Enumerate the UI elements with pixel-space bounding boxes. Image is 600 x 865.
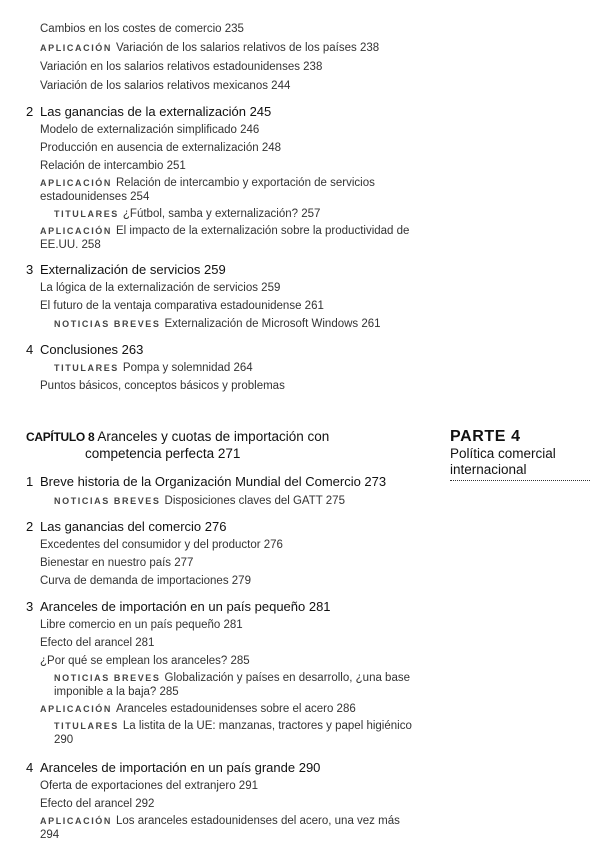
- toc-entry: NOTICIAS BREVES Disposiciones claves del GATT 275: [54, 495, 345, 507]
- toc-entry: ¿Por qué se emplean los aranceles? 285: [40, 655, 250, 667]
- toc-entry: Variación de los salarios relativos mexicanos 244: [40, 80, 291, 92]
- chapter-heading: [26, 428, 329, 446]
- section-heading: 3 Aranceles de importación en un país pequeño 281: [26, 599, 331, 614]
- section-heading: 1 Breve historia de la Organización Mundial del Comercio 273: [26, 474, 387, 489]
- section-heading: 4 Aranceles de importación en un país grande 290: [26, 760, 321, 775]
- chapter-title-line2: competencia perfecta 271: [85, 446, 241, 461]
- toc-entry: La lógica de la externalización de servicios 259: [40, 282, 281, 294]
- toc-entry: APLICACIÓN El impacto de la externalización sobre la productividad de EE.UU. 258: [40, 225, 410, 251]
- part-title-line1: Política comercial: [450, 446, 556, 461]
- part-label-block: [450, 428, 590, 481]
- toc-entry: APLICACIÓN Variación de los salarios relativos de los países 238: [40, 42, 380, 54]
- toc-entry: Cambios en los costes de comercio 235: [40, 23, 244, 35]
- section-heading: 4 Conclusiones 263: [26, 342, 144, 357]
- toc-entry: NOTICIAS BREVES Globalización y países en desarrollo, ¿una base imponible a la baja? 285: [54, 672, 410, 698]
- section-heading: 2 Las ganancias de la externalización 245: [26, 104, 272, 119]
- chapter-label: CAPÍTULO 8: [26, 430, 95, 444]
- toc-entry: Efecto del arancel 292: [40, 798, 155, 810]
- toc-entry: Modelo de externalización simplificado 246: [40, 124, 260, 136]
- part-number: PARTE 4: [450, 428, 521, 445]
- entry-tag: APLICACIÓN: [40, 43, 112, 53]
- toc-entry: TITULARES La listita de la UE: manzanas, tractores y papel higiénico 290: [54, 720, 412, 746]
- toc-entry: Variación en los salarios relativos estadounidenses 238: [40, 61, 323, 73]
- toc-entry: Curva de demanda de importaciones 279: [40, 575, 251, 587]
- toc-entry: Puntos básicos, conceptos básicos y problemas: [40, 380, 285, 392]
- toc-entry: Efecto del arancel 281: [40, 637, 155, 649]
- toc-entry: APLICACIÓN Relación de intercambio y exportación de servicios estadounidenses 254: [40, 177, 375, 203]
- section-heading: 2 Las ganancias del comercio 276: [26, 519, 227, 534]
- toc-entry: Excedentes del consumidor y del productor 276: [40, 539, 283, 551]
- toc-entry: Oferta de exportaciones del extranjero 291: [40, 780, 258, 792]
- toc-entry: Producción en ausencia de externalización 248: [40, 142, 282, 154]
- toc-entry: Libre comercio en un país pequeño 281: [40, 619, 243, 631]
- toc-entry: APLICACIÓN Los aranceles estadounidenses del acero, una vez más 294: [40, 815, 400, 841]
- part-title-line2: internacional: [450, 462, 527, 477]
- chapter-title-line1: Aranceles y cuotas de importación con: [97, 429, 330, 444]
- toc-entry: El futuro de la ventaja comparativa estadounidense 261: [40, 300, 324, 312]
- toc-entry: TITULARES ¿Fútbol, samba y externalización? 257: [54, 208, 321, 220]
- toc-entry: NOTICIAS BREVES Externalización de Microsoft Windows 261: [54, 318, 381, 330]
- toc-entry: APLICACIÓN Aranceles estadounidenses sobre el acero 286: [40, 703, 356, 715]
- dotted-rule: [450, 480, 590, 481]
- toc-entry: Relación de intercambio 251: [40, 160, 186, 172]
- toc-entry: TITULARES Pompa y solemnidad 264: [54, 362, 253, 374]
- section-heading: 3 Externalización de servicios 259: [26, 262, 226, 277]
- toc-entry: Bienestar en nuestro país 277: [40, 557, 194, 569]
